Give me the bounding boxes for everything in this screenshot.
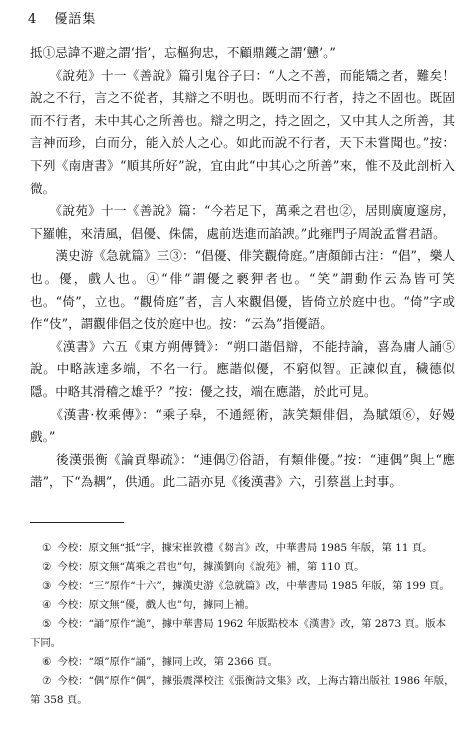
paragraph: 抵①忌諱不避之謂‘指’，忘樞狗忠，不顧鼎鑊之謂‘戇’。”: [30, 45, 336, 60]
main-text: [30, 42, 455, 494]
footnote-text: 今校：原文無“萬乘之君也”句，據漢劉向《說苑》補，第 110 頁。: [57, 561, 365, 573]
footnote: [30, 558, 455, 577]
footnote-number: ①: [42, 542, 52, 554]
footnote: [30, 653, 455, 672]
footnote: [30, 672, 455, 710]
footnote-text: 今校：原文無“優，戲人也”句，據同上補。: [57, 599, 255, 611]
paragraph: 《說苑》十一《善說》篇引鬼谷子曰：“人之不善，而能矯之者，難矣！說之不行，言之不從者，其辯之不明也。既明而不行者，持之不固也。既固而不行者，未中其心之所善也。辯之明之，持之固之，又中其人之所善，其言神而珍，白而分，能入於人之心。如此而說不行者，天下未嘗聞也。”按：下列《南唐書》“順其所好”說，宜由此“中其心之所善”來，惟不及此剖析入微。: [30, 67, 455, 196]
book-title: 優語集: [54, 12, 97, 27]
paragraph: 後漢張衡《論貢舉疏》：“連偶⑦俗語，有類俳優。”按：“連偶”與上“應諧”，下“為耦”，供通。此二語亦見《後漢書》六，引蔡邕上封事。: [30, 451, 455, 490]
running-header: [28, 8, 96, 27]
footnote-number: ③: [42, 580, 52, 592]
footnote-number: ④: [42, 599, 52, 611]
footnote-divider: [30, 522, 124, 523]
paragraph: 《漢書·枚乘傳》：“乘子皋，不通經術，詼笑類俳倡，為賦頌⑥，好嫚戲。”: [30, 406, 455, 445]
footnote-number: ⑥: [42, 656, 52, 668]
footnote-text: 今校：“偶”原作“偶”，據張震澤校注《張衡詩文集》改，上海古籍出版社 1986 年版，第 358 頁。: [30, 675, 455, 706]
footnote-text: 今校：“頌”原作“誦”，據同上改，第 2366 頁。: [57, 656, 278, 668]
footnote-text: 今校：“誦”原作“詭”，據中華書局 1962 年版點校本《漢書》改，第 2873 頁。版本下同。: [30, 618, 446, 649]
paragraph: 漢史游《急就篇》三③：“倡優、俳笑觀倚庭。”唐顏師古注：“倡”，樂人也。優，戲人也。④“俳”謂優之褻狎者也。“笑”謂動作云為皆可笑也。“倚”，立也。“觀倚庭”者，言人來觀倡優，皆倚立於庭中也。“倚”字或作“伎”，謂觀俳倡之伎於庭中也。按：“云為”指優語。: [30, 248, 455, 332]
footnote: [30, 615, 455, 653]
footnote-text: 今校：“三”原作“十六”，據漢史游《急就篇》改，中華書局 1985 年版，第 199 頁。: [57, 580, 450, 592]
footnotes: [30, 539, 455, 710]
footnote-number: ⑦: [42, 675, 52, 687]
page-number: 4: [28, 12, 38, 27]
footnote: [30, 577, 455, 596]
footnote-text: 今校：原文無“抵”字，據宋崔敦禮《芻言》改，中華書局 1985 年版，第 11 頁。: [57, 542, 433, 554]
footnote: [30, 596, 455, 615]
footnote-number: ⑤: [42, 618, 52, 630]
footnote-number: ②: [42, 561, 52, 573]
footnote: [30, 539, 455, 558]
paragraph: 《說苑》十一《善說》篇：“今若足下，萬乘之君也②，居則廣廈邃房，下羅帷，來清風，倡優、侏儒，處前迭進而諂諛。”此雍門子周說孟嘗君語。: [30, 203, 455, 241]
paragraph: 《漢書》六五《東方朔傳贊》：“朔口諧倡辯，不能持論，喜為庸人誦⑤說。中略詼達多端，不名一行。應諧似優，不窮似智。正諫似直，穢德似隱。中略其滑稽之雄乎？”按：優之技，端在應諧，於此可見。: [30, 338, 455, 399]
